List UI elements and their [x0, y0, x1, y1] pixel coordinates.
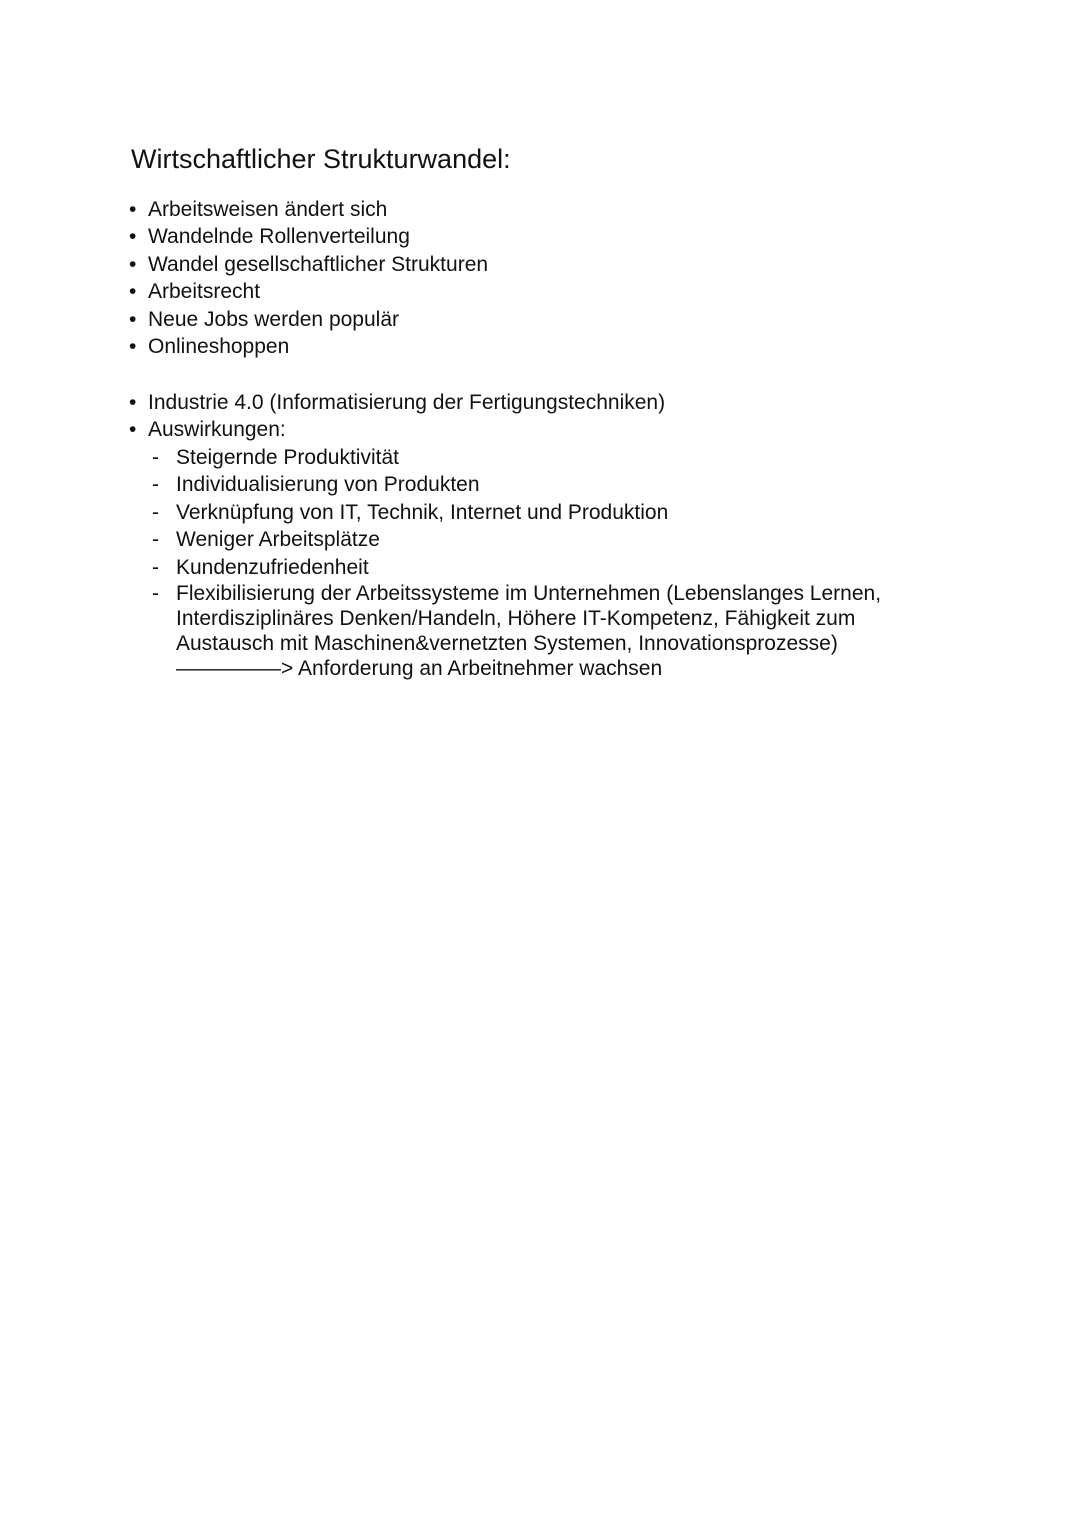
- list-item-text: Onlineshoppen: [148, 334, 290, 358]
- flexibilisation-paragraph: [176, 581, 881, 681]
- bullet-icon: •: [129, 307, 137, 331]
- dash-icon: -: [152, 528, 159, 552]
- bullet-icon: •: [129, 198, 137, 221]
- conclusion-line: —————> Anforderung an Arbeitnehmer wachsen: [176, 657, 663, 680]
- sub-list-item-text: Kundenzufriedenheit: [176, 555, 369, 579]
- page-title: Wirtschaftlicher Strukturwandel:: [131, 144, 511, 174]
- bullet-icon: •: [129, 391, 137, 414]
- list-item-text: Arbeitsrecht: [148, 280, 261, 304]
- dash-icon: -: [152, 473, 159, 497]
- bullet-icon: •: [129, 280, 137, 304]
- bullet-icon: •: [129, 334, 137, 358]
- paragraph-line: Flexibilisierung der Arbeitssysteme im Unternehmen (Lebenslanges Lernen,: [176, 582, 882, 605]
- sub-list-item-text: Verknüpfung von IT, Technik, Internet und Produktion: [176, 500, 669, 524]
- bullet-icon: •: [129, 252, 137, 276]
- paragraph-line: Austausch mit Maschinen&vernetzten Systemen, Innovationsprozesse): [176, 632, 838, 655]
- dash-icon: -: [152, 555, 159, 579]
- dash-icon: -: [152, 582, 159, 605]
- dash-icon: -: [152, 500, 159, 524]
- bullet-icon: •: [129, 418, 137, 442]
- list-item-text: Auswirkungen:: [148, 418, 286, 442]
- sub-list-item-text: Individualisierung von Produkten: [176, 473, 480, 497]
- paragraph-line: Interdisziplinäres Denken/Handeln, Höhere IT-Kompetenz, Fähigkeit zum: [176, 607, 856, 630]
- sub-list-item-text: Steigernde Produktivität: [176, 446, 399, 469]
- list-item-text: Industrie 4.0 (Informatisierung der Fertigungstechniken): [148, 391, 666, 414]
- list-item-text: Wandelnde Rollenverteilung: [148, 225, 410, 249]
- dash-icon: -: [152, 446, 159, 469]
- list-item-text: Arbeitsweisen ändert sich: [148, 198, 388, 221]
- list-item-text: Wandel gesellschaftlicher Strukturen: [148, 252, 489, 276]
- bullet-icon: •: [129, 225, 137, 249]
- list-item-text: Neue Jobs werden populär: [148, 307, 399, 331]
- sub-list-item-text: Weniger Arbeitsplätze: [176, 528, 380, 552]
